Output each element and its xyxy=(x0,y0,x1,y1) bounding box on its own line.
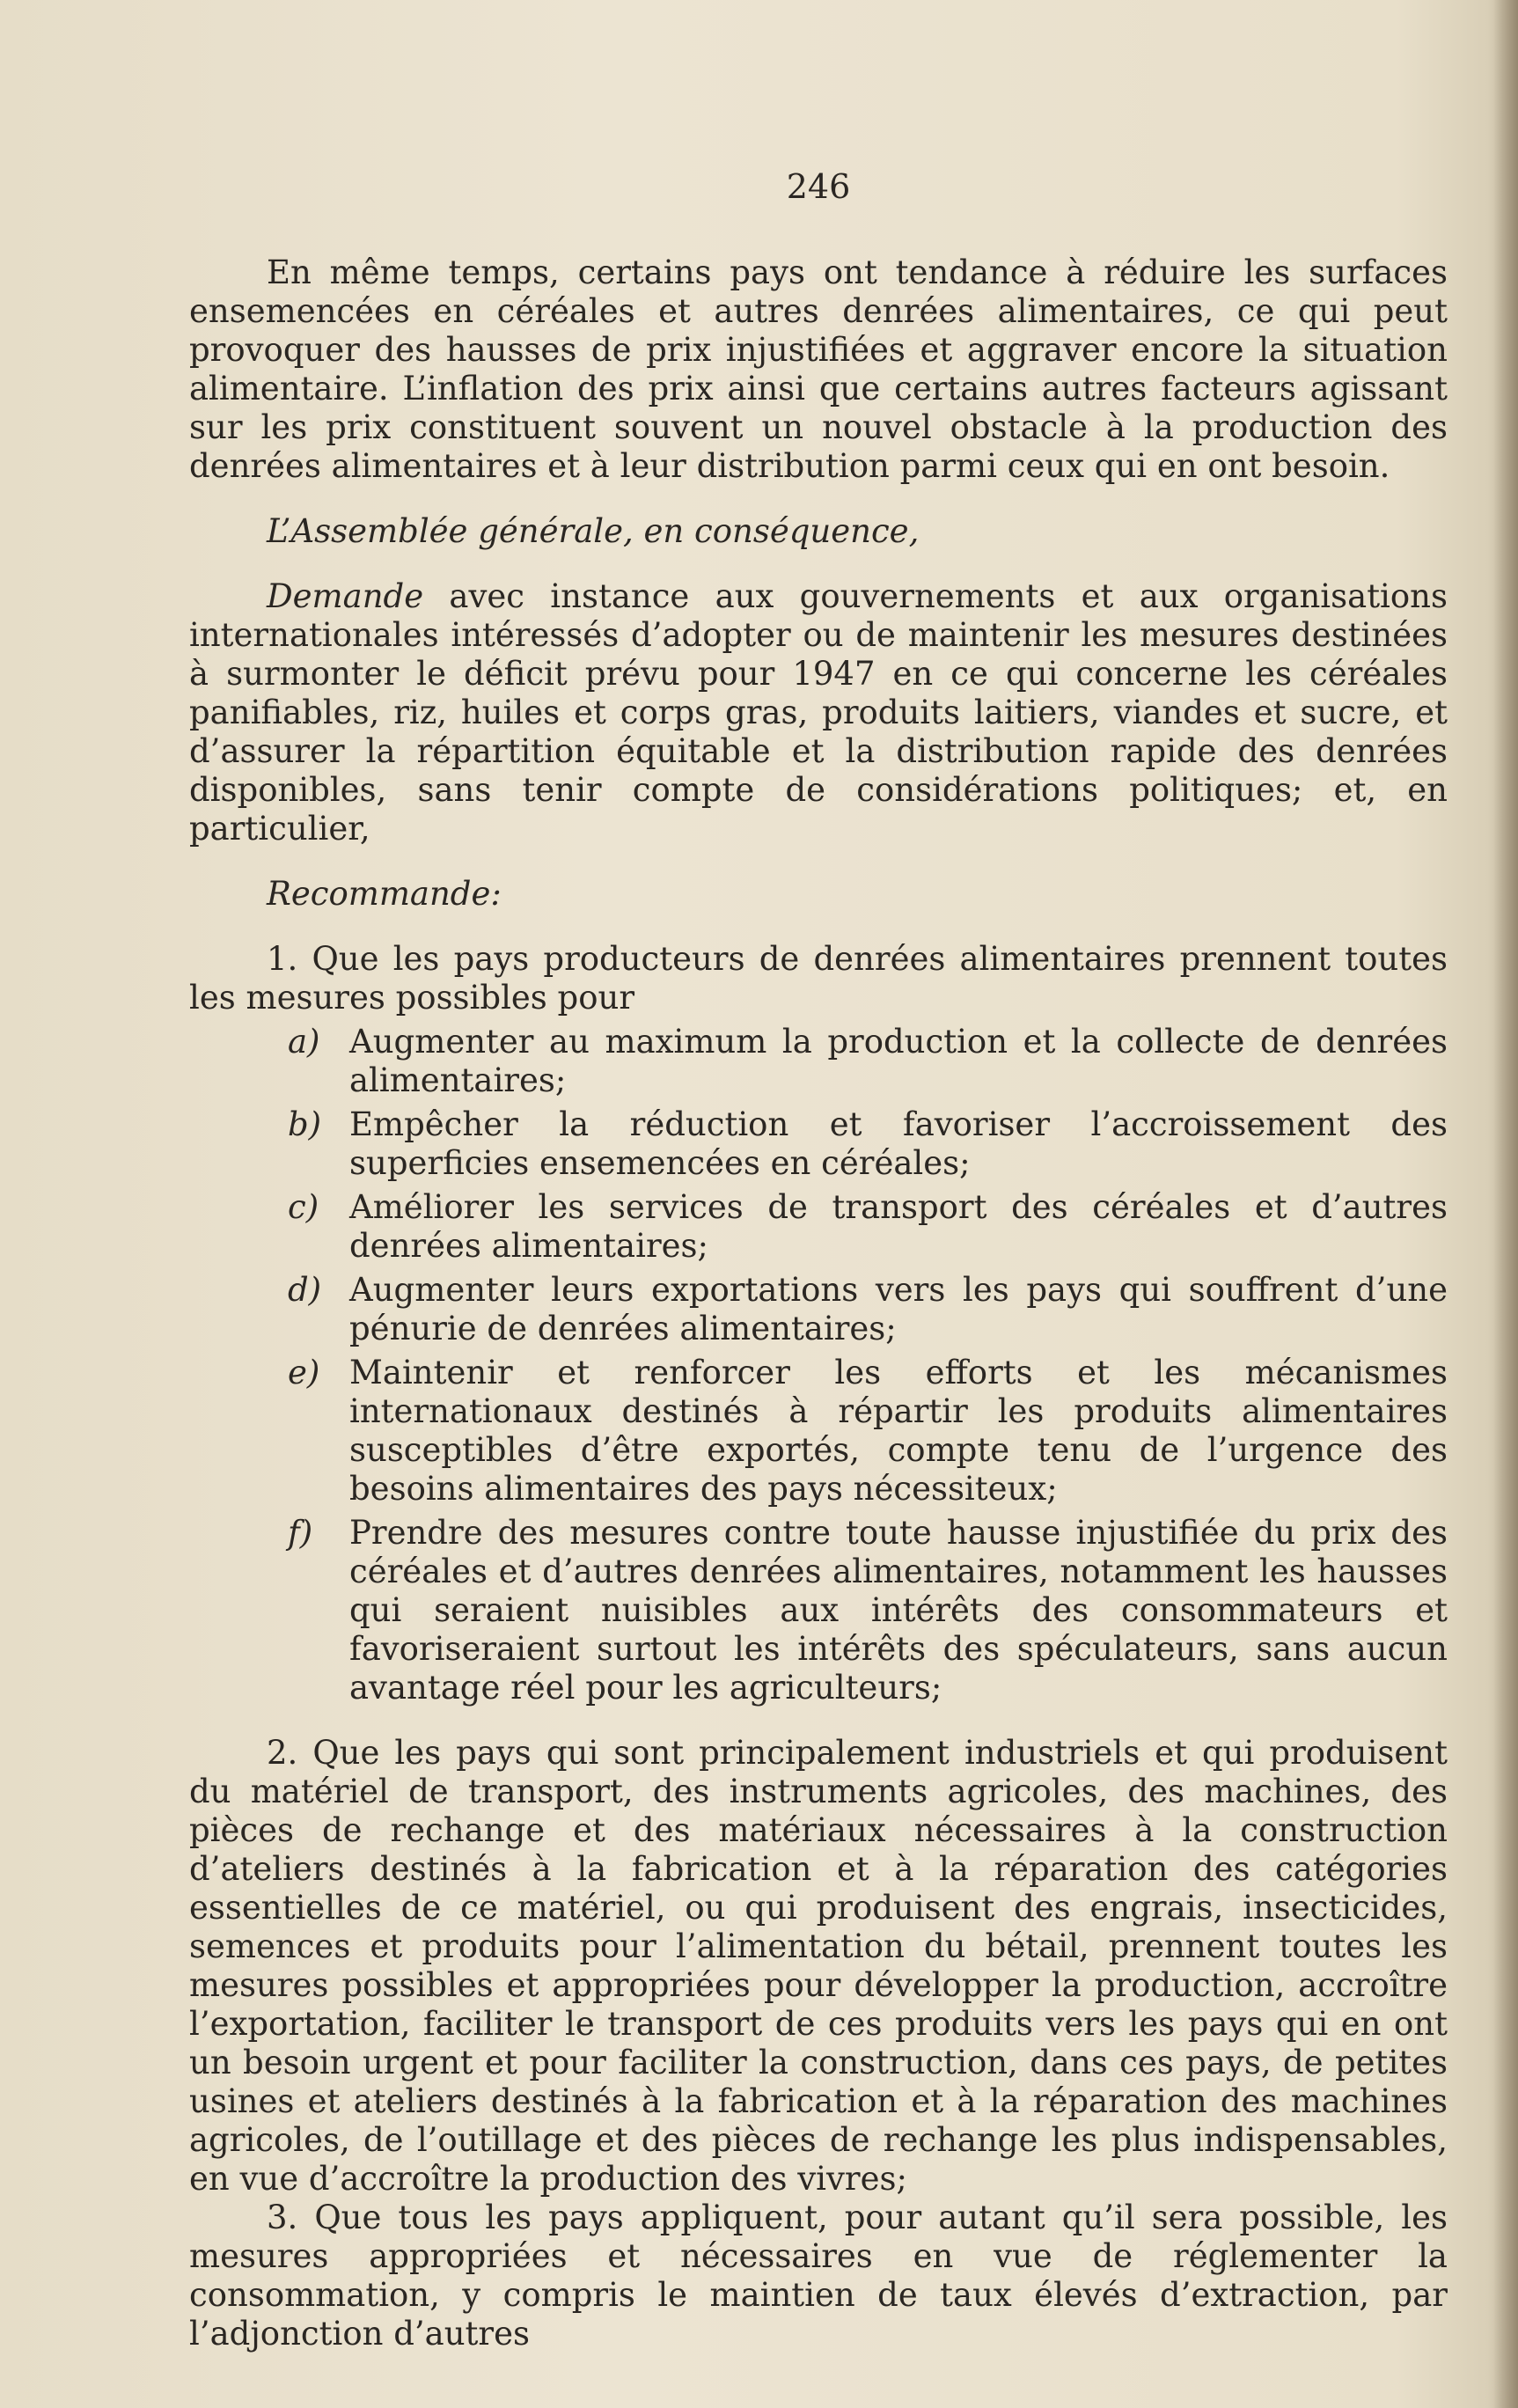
subitem-text: Empêcher la réduction et favoriser l’accroissement des superficies ensemencées en céréales; xyxy=(349,1105,1448,1182)
subitem xyxy=(189,1023,1448,1100)
subitem-text: Maintenir et renforcer les efforts et les mécanismes internationaux destinés à répartir les produits alimentaires susceptibles d’être exportés, compte tenu de l’urgence des besoins alimentaires des pays nécessiteux; xyxy=(349,1354,1448,1508)
subitem xyxy=(189,1105,1448,1183)
item-1-intro: 1. Que les pays producteurs de denrées alimentaires prennent toutes les mesures possibles pour xyxy=(189,940,1448,1017)
subitem-text: Améliorer les services de transport des céréales et d’autres denrées alimentaires; xyxy=(349,1188,1448,1265)
page-number: 246 xyxy=(786,167,851,206)
subitem xyxy=(189,1514,1448,1707)
subitem xyxy=(189,1354,1448,1509)
demande-paragraph xyxy=(189,577,1448,848)
demande-word: Demande xyxy=(267,577,424,615)
demande-text: avec instance aux gouvernements et aux organisations internationales intéressés d’adopter ou de maintenir les mesures destinées à surmonter le déficit prévu pour 1947 en ce qui concerne les céréales panifiables, riz, huiles et corps gras, produits laitiers, viandes et sucre, et d’assurer la répartition équitable et la distribution rapide des denrées disponibles, sans tenir compte de considérations politiques; et, en particulier, xyxy=(189,577,1448,848)
page-edge-shadow xyxy=(1493,0,1518,2408)
item-3-paragraph: 3. Que tous les pays appliquent, pour autant qu’il sera possible, les mesures appropriées et nécessaires en vue de réglementer la consommation, y compris le maintien de taux élevés d’extraction, par l’adjonction d’autres xyxy=(189,2199,1448,2353)
subitem-label: a) xyxy=(288,1023,320,1061)
intro-paragraph: En même temps, certains pays ont tendance à réduire les surfaces ensemencées en céréales et autres denrées alimentaires, ce qui peut provoquer des hausses de prix injustifiées et aggraver encore la situation alimentaire. L’inflation des prix ainsi que certains autres facteurs agissant sur les prix constituent souvent un nouvel obstacle à la production des denrées alimentaires et à leur distribution parmi ceux qui en ont besoin. xyxy=(189,253,1448,485)
subitem-list xyxy=(189,1023,1448,1707)
document-body xyxy=(189,167,1448,2353)
assembly-heading: L’Assemblée générale, en conséquence, xyxy=(267,512,920,550)
subitem-label: f) xyxy=(288,1514,313,1552)
recommande-heading: Recommande: xyxy=(267,875,502,913)
item-2-paragraph: 2. Que les pays qui sont principalement industriels et qui produisent du matériel de transport, des instruments agricoles, des machines, des pièces de rechange et des matériaux nécessaires à la construction d’ateliers destinés à la fabrication et à la réparation des catégories essentielles de ce matériel, ou qui produisent des engrais, insecticides, semences et produits pour l’alimentation du bétail, prennent toutes les mesures possibles et appropriées pour développer la production, accroître l’exportation, faciliter le transport de ces produits vers les pays qui en ont un besoin urgent et pour faciliter la construction, dans ces pays, de petites usines et ateliers destinés à la fabrication et à la réparation des machines agricoles, de l’outillage et des pièces de rechange les plus indispensables, en vue d’accroître la production des vivres; xyxy=(189,1734,1448,2198)
subitem-label: d) xyxy=(288,1271,322,1309)
subitem-text: Augmenter au maximum la production et la collecte de denrées alimentaires; xyxy=(349,1023,1448,1099)
subitem xyxy=(189,1271,1448,1348)
subitem-text: Prendre des mesures contre toute hausse injustifiée du prix des céréales et d’autres denrées alimentaires, notamment les hausses qui seraient nuisibles aux intérêts des consommateurs et favoriseraient surtout les intérêts des spéculateurs, sans aucun avantage réel pour les agriculteurs; xyxy=(349,1514,1448,1707)
subitem-label: b) xyxy=(288,1105,322,1143)
subitem-label: c) xyxy=(288,1188,319,1226)
subitem-label: e) xyxy=(288,1354,320,1391)
subitem-text: Augmenter leurs exportations vers les pays qui souffrent d’une pénurie de denrées alimentaires; xyxy=(349,1271,1448,1347)
subitem xyxy=(189,1188,1448,1266)
